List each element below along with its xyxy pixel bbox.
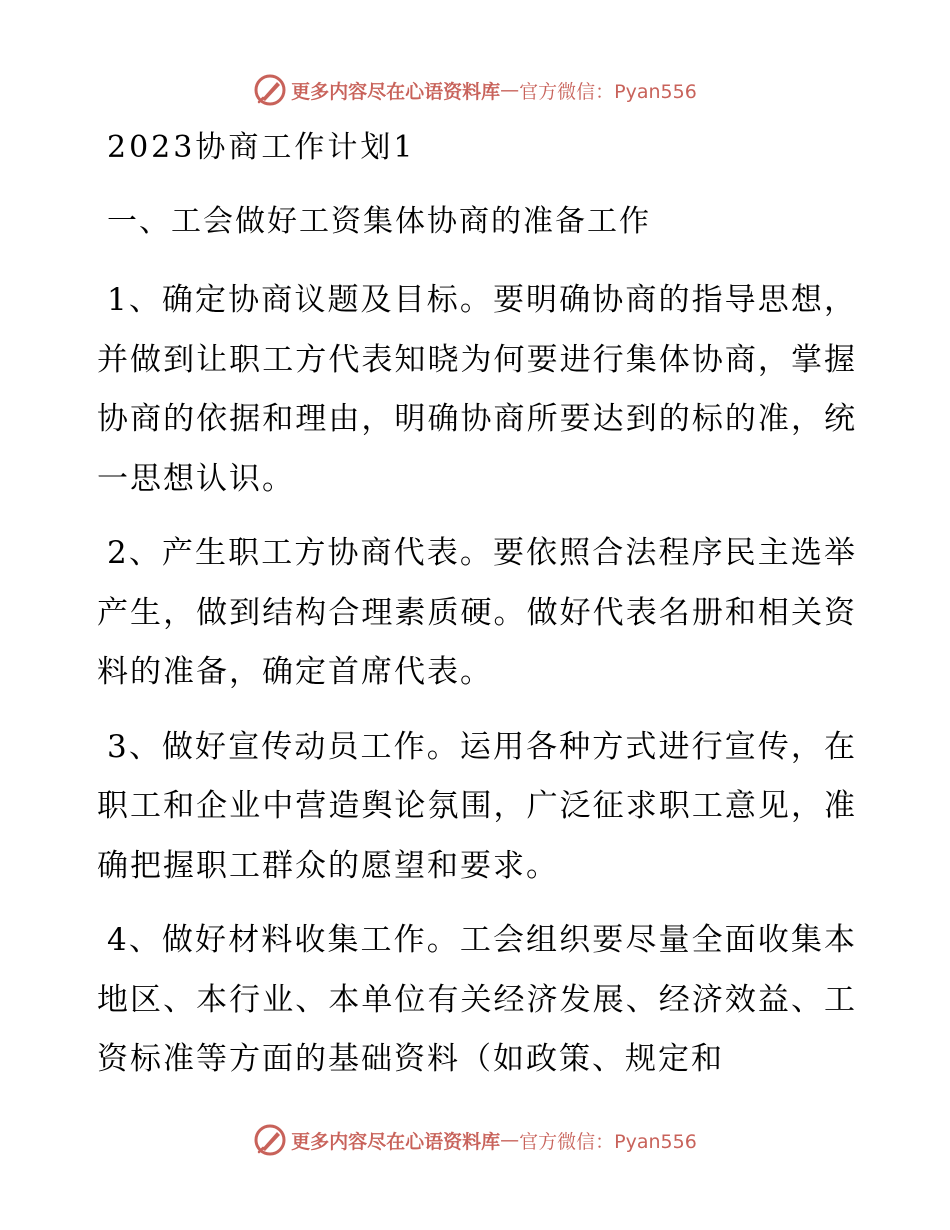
quill-logo-icon — [253, 1123, 287, 1157]
banner-brand-text: 更多内容尽在心语资料库 — [291, 80, 501, 103]
document-title: 2023协商工作计划1 — [107, 130, 416, 165]
header-banner — [0, 70, 950, 110]
banner-separator: — — [500, 1129, 520, 1151]
paragraph-3: 3、做好宣传动员工作。运用各种方式进行宣传，在职工和企业中营造舆论氛围，广泛征求职工意见，准确把握职工群众的愿望和要求。 — [97, 728, 857, 884]
paragraph-1: 1、确定协商议题及目标。要明确协商的指导思想，并做到让职工方代表知晓为何要进行集体协商，掌握协商的依据和理由，明确协商所要达到的标的准，统一思想认识。 — [97, 282, 857, 497]
paragraph-4: 4、做好材料收集工作。工会组织要尽量全面收集本地区、本行业、本单位有关经济发展、经济效益、工资标准等方面的基础资料（如政策、规定和 — [97, 922, 857, 1077]
banner-separator: — — [500, 79, 520, 101]
footer-banner — [0, 1120, 950, 1160]
quill-logo-icon — [253, 73, 287, 107]
document-body — [97, 122, 857, 1090]
section-heading: 一、工会做好工资集体协商的准备工作 — [107, 204, 651, 239]
banner-contact-text: 官方微信：Pyan556 — [519, 1130, 697, 1153]
banner-contact-text: 官方微信：Pyan556 — [519, 80, 697, 103]
banner-brand-text: 更多内容尽在心语资料库 — [291, 1130, 501, 1153]
paragraph-2: 2、产生职工方协商代表。要依照合法程序民主选举产生，做到结构合理素质硬。做好代表名册和相关资料的准备，确定首席代表。 — [97, 535, 857, 690]
